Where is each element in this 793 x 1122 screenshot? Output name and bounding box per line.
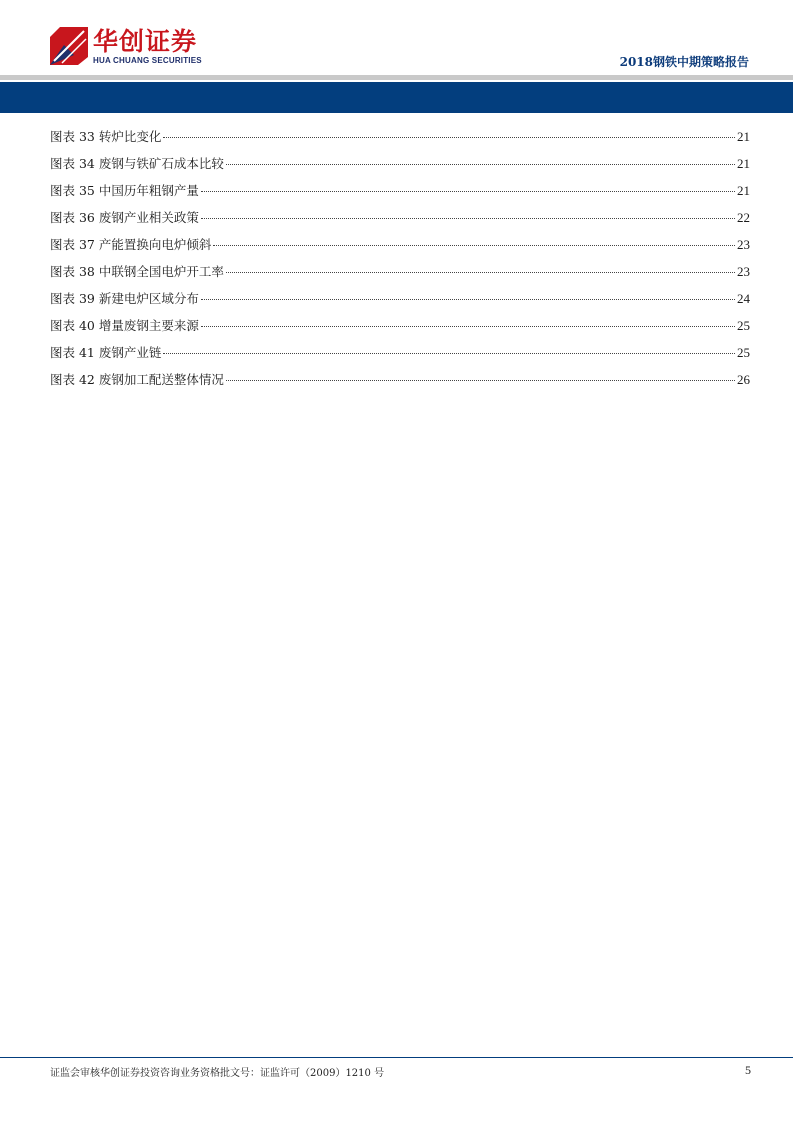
toc-entry[interactable]: [50, 154, 750, 181]
footer-divider: [0, 1057, 793, 1058]
logo-mark-icon: [50, 27, 88, 65]
toc-entry[interactable]: [50, 343, 750, 370]
toc-entry[interactable]: [50, 289, 750, 316]
toc-entry[interactable]: [50, 127, 750, 154]
dot-leader: [226, 272, 735, 273]
logo-chinese-name: 华创证券: [93, 27, 198, 56]
toc-entry-label[interactable]: 图表 39 新建电炉区域分布: [50, 291, 199, 306]
toc-entry-label[interactable]: 图表 40 增量废钢主要来源: [50, 318, 199, 333]
figure-list: [50, 127, 750, 397]
toc-entry[interactable]: [50, 370, 750, 397]
dot-leader: [201, 326, 735, 327]
toc-entry-page[interactable]: 22: [737, 210, 750, 225]
toc-entry-page[interactable]: 26: [737, 372, 750, 387]
header-band: [0, 82, 793, 113]
toc-entry-label[interactable]: 图表 35 中国历年粗钢产量: [50, 183, 199, 198]
dot-leader: [226, 164, 735, 165]
toc-entry[interactable]: [50, 235, 750, 262]
toc-entry[interactable]: [50, 316, 750, 343]
toc-entry-page[interactable]: 25: [737, 345, 750, 360]
dot-leader: [226, 380, 735, 381]
toc-entry-page[interactable]: 21: [737, 156, 750, 171]
logo-english-name: HUA CHUANG SECURITIES: [93, 56, 202, 65]
dot-leader: [201, 299, 735, 300]
page-number: 5: [745, 1063, 751, 1077]
report-title: 2018钢铁中期策略报告: [619, 55, 749, 69]
toc-entry[interactable]: [50, 208, 750, 235]
page-header: [0, 0, 793, 114]
toc-entry[interactable]: [50, 181, 750, 208]
toc-entry-page[interactable]: 23: [737, 237, 750, 252]
toc-entry-label[interactable]: 图表 38 中联钢全国电炉开工率: [50, 264, 224, 279]
toc-entry[interactable]: [50, 262, 750, 289]
footer-disclaimer: 证监会审核华创证券投资咨询业务资格批文号：证监许可（2009）1210 号: [50, 1068, 385, 1079]
toc-entry-page[interactable]: 21: [737, 183, 750, 198]
dot-leader: [213, 245, 735, 246]
dot-leader: [201, 191, 735, 192]
dot-leader: [163, 353, 735, 354]
toc-entry-page[interactable]: 23: [737, 264, 750, 279]
company-logo: [50, 27, 210, 67]
header-divider: [0, 75, 793, 80]
toc-entry-page[interactable]: 21: [737, 129, 750, 144]
toc-entry-page[interactable]: 24: [737, 291, 750, 306]
toc-entry-label[interactable]: 图表 37 产能置换向电炉倾斜: [50, 237, 212, 252]
toc-entry-label[interactable]: 图表 41 废钢产业链: [50, 345, 162, 360]
toc-entry-label[interactable]: 图表 33 转炉比变化: [50, 129, 162, 144]
toc-entry-label[interactable]: 图表 34 废钢与铁矿石成本比较: [50, 156, 224, 171]
dot-leader: [201, 218, 735, 219]
toc-entry-page[interactable]: 25: [737, 318, 750, 333]
dot-leader: [163, 137, 735, 138]
toc-entry-label[interactable]: 图表 36 废钢产业相关政策: [50, 210, 199, 225]
toc-entry-label[interactable]: 图表 42 废钢加工配送整体情况: [50, 372, 224, 387]
